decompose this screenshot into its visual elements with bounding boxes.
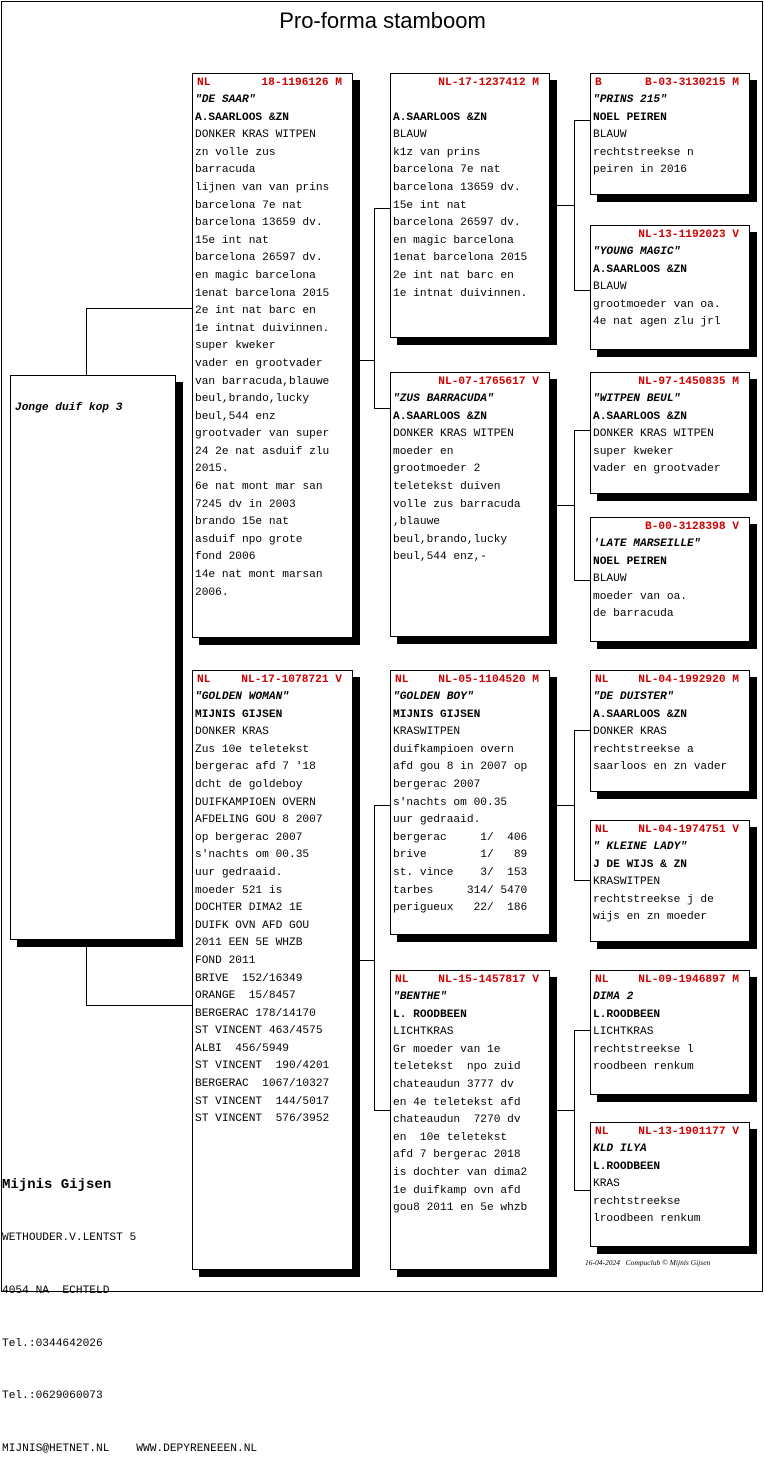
pigeon-info-line: AFDELING GOU 8 2007 [195,814,323,827]
pigeon-info-line: van barracuda,blauwe [195,375,330,388]
pigeon-info-line: ST VINCENT 144/5017 [195,1095,330,1108]
pigeon-info-line: ALBI 456/5949 [195,1042,289,1055]
pigeon-info-line: 24 2e nat asduif zlu [195,445,330,458]
pigeon-info-line: DONKER KRAS WITPEN [195,129,316,142]
pigeon-info-line: bergerac 2007 [393,778,481,791]
country-code: NL [595,974,609,986]
pigeon-info-line: uur gedraaid. [195,866,283,879]
pigeon-card [590,1122,750,1247]
pigeon-card [590,970,750,1095]
pigeon-card [390,970,550,1270]
pigeon-info-line: duifkampioen overn [393,743,514,756]
connector-line [574,880,590,881]
pigeon-info-line: 2015. [195,463,229,476]
pigeon-info-line: volle zus barracuda [393,498,521,511]
pigeon-info-line: brive 1/ 89 [393,849,528,862]
country-code: B [595,77,602,89]
pigeon-info-line: grootmoeder 2 [393,463,481,476]
pigeon-info-line: 1e duifkamp ovn afd [393,1184,521,1197]
pigeon-info-line: grootmoeder van oa. [593,298,721,311]
breeder-info [2,1142,257,1476]
pigeon-info-line: is dochter van dima2 [393,1166,528,1179]
pigeon-info-line: barcelona 7e nat [393,164,501,177]
ring-number: 18-1196126 M [261,77,342,89]
pigeon-info-line: DUIFK OVN AFD GOU [195,919,310,932]
pigeon-info-line: rechtstreekse l [593,1043,694,1056]
ring-number: NL-09-1946897 M [638,974,739,986]
pigeon-info-line: 2e int nat barc en [393,269,514,282]
pigeon-header [593,1123,749,1141]
start-label: Jonge duif kop 3 [15,402,123,414]
pigeon-owner: NOEL PEIREN [593,111,667,124]
pigeon-info-line: DONKER KRAS WITPEN [393,428,514,441]
pigeon-info-line: ST VINCENT 576/3952 [195,1113,330,1126]
pigeon-info-line: barcelona 7e nat [195,199,303,212]
pigeon-info-line: roodbeen renkum [593,1061,694,1074]
pigeon-info-line: grootvader van super [195,428,330,441]
connector-line [550,805,574,806]
pigeon-info-line: peiren in 2016 [593,164,687,177]
pigeon-info-line: afd 7 bergerac 2018 [393,1149,521,1162]
pigeon-header [593,74,749,92]
ring-number: NL-07-1765617 V [438,376,539,388]
pigeon-info-line: LICHTKRAS [393,1026,454,1039]
pigeon-header [593,226,749,244]
start-pigeon-box [10,375,176,940]
pigeon-info-line: s'nachts om 00.35 [195,849,310,862]
pigeon-info-line: vader en grootvader [195,357,323,370]
pigeon-owner: NOEL PEIREN [593,555,667,568]
pigeon-info-line: barcelona 26597 dv. [195,252,323,265]
pigeon-info-line: 4e nat agen zlu jrl [593,316,721,329]
pigeon-info-line: lijnen van van prins [195,181,330,194]
pigeon-info-line: 6e nat mont mar san [195,481,323,494]
pigeon-info-line: beul,544 enz [195,410,276,423]
ring-number: NL-04-1974751 V [638,824,739,836]
connector-line [574,1030,590,1031]
pigeon-info-line: Gr moeder van 1e [393,1043,501,1056]
pigeon-info-line: asduif npo grote [195,533,303,546]
connector-line [574,580,590,581]
pigeon-info-line: perigueux 22/ 186 [393,902,528,915]
pigeon-card [590,73,750,195]
pigeon-name: "DE SAAR" [195,94,256,106]
pigeon-name: "ZUS BARRACUDA" [393,393,494,405]
ring-number: NL-97-1450835 M [638,376,739,388]
ring-number: NL-13-1901177 V [638,1126,739,1138]
pigeon-info-line: ST VINCENT 463/4575 [195,1025,323,1038]
pigeon-name: "PRINS 215" [593,94,667,106]
connector-line [574,430,590,431]
pigeon-info-line: bergerac 1/ 406 [393,831,528,844]
pigeon-info-line: wijs en zn moeder [593,911,708,924]
pigeon-info-line: DOCHTER DIMA2 1E [195,902,303,915]
pigeon-info-line: super kweker [593,445,674,458]
pigeon-card [390,670,550,935]
pigeon-name: " KLEINE LADY" [593,841,687,853]
pigeon-info-line: beul,brando,lucky [195,393,310,406]
pigeon-info-line: moeder en [393,445,454,458]
pigeon-info-line: chateaudun 3777 dv [393,1078,514,1091]
pigeon-info-line: gou8 2011 en 5e whzb [393,1202,528,1215]
country-code: NL [595,674,609,686]
pigeon-info-line: BLAUW [593,573,627,586]
pigeon-info-line: 15e int nat [195,234,269,247]
pigeon-info-line: BERGERAC 1067/10327 [195,1078,330,1091]
pigeon-info-line: k1z van prins [393,146,481,159]
pigeon-name: "DE DUISTER" [593,691,674,703]
pigeon-name: "GOLDEN BOY" [393,691,474,703]
pigeon-info-line: teletekst duiven [393,480,501,493]
ring-number: NL-04-1992920 M [638,674,739,686]
connector-line [374,408,390,409]
pigeon-info-line: tarbes 314/ 5470 [393,884,528,897]
pigeon-info-line: moeder 521 is [195,884,283,897]
pigeon-name: "WITPEN BEUL" [593,393,681,405]
pigeon-info-line: ORANGE 15/8457 [195,990,296,1003]
pigeon-info-line: barracuda [195,164,256,177]
page-title: Pro-forma stamboom [279,8,486,33]
ring-number: NL-15-1457817 V [438,974,539,986]
pigeon-info-line: s'nachts om 00.35 [393,796,508,809]
connector-line [574,1030,575,1190]
pigeon-owner: A.SAARLOOS &ZN [593,410,687,423]
pigeon-info-line: uur gedraaid. [393,814,481,827]
connector-line [550,505,574,506]
pigeon-info-line: afd gou 8 in 2007 op [393,761,528,774]
pigeon-owner: MIJNIS GIJSEN [393,708,481,721]
breeder-web: MIJNIS@HETNET.NL WWW.DEPYRENEEEN.NL [2,1443,258,1456]
pigeon-info-line: teletekst npo zuid [393,1061,521,1074]
connector-line [374,208,375,408]
pigeon-info-line: KRAS [593,1178,620,1191]
pigeon-header [393,373,549,391]
pigeon-header [393,74,549,92]
pigeon-info-line: bergerac afd 7 '18 [195,761,316,774]
country-code: NL [395,674,409,686]
pigeon-info-line: FOND 2011 [195,954,256,967]
pigeon-header [593,971,749,989]
country-code: NL [595,1126,609,1138]
pigeon-info-line: rechtstreekse j de [593,893,714,906]
pigeon-info-line: BERGERAC 178/14170 [195,1007,316,1020]
ring-number: NL-13-1192023 V [638,229,739,241]
pigeon-info-line: barcelona 13659 dv. [195,217,323,230]
breeder-city: 4054 NA ECHTELD [2,1284,110,1297]
pigeon-card [390,73,550,338]
pigeon-info-line: dcht de goldeboy [195,778,303,791]
pigeon-header [593,373,749,391]
pigeon-info-line: 1enat barcelona 2015 [393,252,528,265]
pigeon-info-line: ,blauwe [393,516,440,529]
pigeon-owner: A.SAARLOOS &ZN [393,111,487,124]
connector-line [86,940,87,1005]
pigeon-info-line: BRIVE 152/16349 [195,972,303,985]
connector-line [574,290,590,291]
connector-line [574,730,590,731]
connector-line [374,1110,390,1111]
pigeon-name: "GOLDEN WOMAN" [195,691,289,703]
breeder-name: Mijnis Gijsen [2,1177,112,1194]
pigeon-info-line: op bergerac 2007 [195,831,303,844]
pigeon-info-line: 1e intnat duivinnen. [393,287,528,300]
pigeon-owner: MIJNIS GIJSEN [195,708,283,721]
connector-line [374,208,390,209]
pigeon-info-line: DONKER KRAS [195,726,269,739]
pigeon-info-line: en 4e teletekst afd [393,1096,521,1109]
connector-line [86,308,192,309]
pigeon-info-line: DONKER KRAS WITPEN [593,428,714,441]
pigeon-info-line: DONKER KRAS [593,726,667,739]
pigeon-info-line: rechtstreekse [593,1195,681,1208]
ring-number: B-00-3128398 V [645,521,739,533]
pigeon-name: "YOUNG MAGIC" [593,246,681,258]
pigeon-info-line: BLAUW [593,129,627,142]
pigeon-name: KLD ILYA [593,1143,647,1155]
breeder-phone-1: Tel.:0344642026 [2,1337,103,1350]
pigeon-info-line: moeder van oa. [593,590,687,603]
pigeon-owner: L. ROODBEEN [393,1008,467,1021]
pigeon-info-line: 2011 EEN 5E WHZB [195,937,303,950]
country-code: NL [595,824,609,836]
connector-line [574,730,575,880]
pigeon-info-line: rechtstreekse a [593,743,694,756]
country-code: NL [395,974,409,986]
pigeon-name: DIMA 2 [593,991,634,1003]
connector-line [550,1110,574,1111]
breeder-phone-2: Tel.:0629060073 [2,1390,103,1403]
connector-line [374,805,390,806]
pigeon-info-line: KRASWITPEN [393,726,461,739]
pigeon-info-line: de barracuda [593,608,674,621]
pigeon-info-line: fond 2006 [195,551,256,564]
pigeon-owner: L.ROODBEEN [593,1008,661,1021]
pigeon-owner: A.SAARLOOS &ZN [593,263,687,276]
pigeon-info-line: rechtstreekse n [593,146,694,159]
connector-line [352,360,374,361]
pigeon-info-line: 14e nat mont marsan [195,569,323,582]
pigeon-info-line: BLAUW [593,281,627,294]
pigeon-info-line: barcelona 26597 dv. [393,217,521,230]
pigeon-info-line: BLAUW [393,129,427,142]
pigeon-header [195,74,352,92]
pigeon-card [590,372,750,494]
pigeon-info-line: lroodbeen renkum [593,1213,701,1226]
pigeon-info-line: super kweker [195,340,276,353]
pigeon-card [590,670,750,792]
pigeon-info-line: 1enat barcelona 2015 [195,287,330,300]
pigeon-info-line: en magic barcelona [195,269,316,282]
pigeon-info-line: 2006. [195,586,229,599]
country-code: NL [197,674,211,686]
pigeon-info-line: en 10e teletekst [393,1131,508,1144]
pigeon-info-line: beul,brando,lucky [393,533,508,546]
ring-number: NL-05-1104520 M [438,674,539,686]
connector-line [574,120,590,121]
pigeon-card [590,225,750,350]
pigeon-owner: L.ROODBEEN [593,1160,661,1173]
pigeon-card [590,517,750,642]
pigeon-info-line: en magic barcelona [393,234,514,247]
pigeon-info-line: KRASWITPEN [593,876,661,889]
pigeon-info-line: 15e int nat [393,199,467,212]
pigeon-owner: A.SAARLOOS &ZN [593,708,687,721]
pigeon-header [195,671,352,689]
pigeon-info-line: DUIFKAMPIOEN OVERN [195,796,316,809]
pigeon-owner: A.SAARLOOS &ZN [195,111,289,124]
pigeon-info-line: chateaudun 7270 dv [393,1114,521,1127]
connector-line [86,308,87,375]
pigeon-info-line: barcelona 13659 dv. [393,181,521,194]
ring-number: B-03-3130215 M [645,77,739,89]
connector-line [574,120,575,290]
pigeon-header [593,821,749,839]
connector-line [374,805,375,1110]
pigeon-card [590,820,750,942]
pigeon-header [393,971,549,989]
pigeon-card [192,73,353,638]
pigeon-header [593,671,749,689]
connector-line [574,430,575,580]
connector-line [574,1190,590,1191]
country-code: NL [197,77,211,89]
footer-credit: 16-04-2024 Compuclub © Mijnis Gijsen [585,1258,711,1267]
blank-line [393,92,549,110]
pigeon-owner: A.SAARLOOS &ZN [393,410,487,423]
pigeon-info-line: beul,544 enz,- [393,551,487,564]
pigeon-info-line: Zus 10e teletekst [195,743,310,756]
pigeon-info-line: saarloos en zn vader [593,761,728,774]
pigeon-info-line: vader en grootvader [593,463,721,476]
breeder-address: WETHOUDER.V.LENTST 5 [2,1231,137,1244]
pigeon-info-line: ST VINCENT 190/4201 [195,1060,330,1073]
pigeon-info-line: LICHTKRAS [593,1026,654,1039]
connector-line [352,960,374,961]
pigeon-info-line: st. vince 3/ 153 [393,866,528,879]
pigeon-name: "BENTHE" [393,991,447,1003]
ring-number: NL-17-1237412 M [438,77,539,89]
pigeon-info-line: 1e intnat duivinnen. [195,322,330,335]
connector-line [550,205,574,206]
pigeon-info-line: 7245 dv in 2003 [195,498,296,511]
pigeon-name: 'LATE MARSEILLE" [593,538,701,550]
pigeon-info-line: 2e int nat barc en [195,305,316,318]
pigeon-info-line: zn volle zus [195,146,276,159]
pigeon-header [593,518,749,536]
ring-number: NL-17-1078721 V [241,674,342,686]
pigeon-owner: J DE WIJS & ZN [593,858,687,871]
pigeon-card [390,372,550,637]
pigeon-info-line: brando 15e nat [195,516,289,529]
connector-line [86,1005,192,1006]
pigeon-header [393,671,549,689]
